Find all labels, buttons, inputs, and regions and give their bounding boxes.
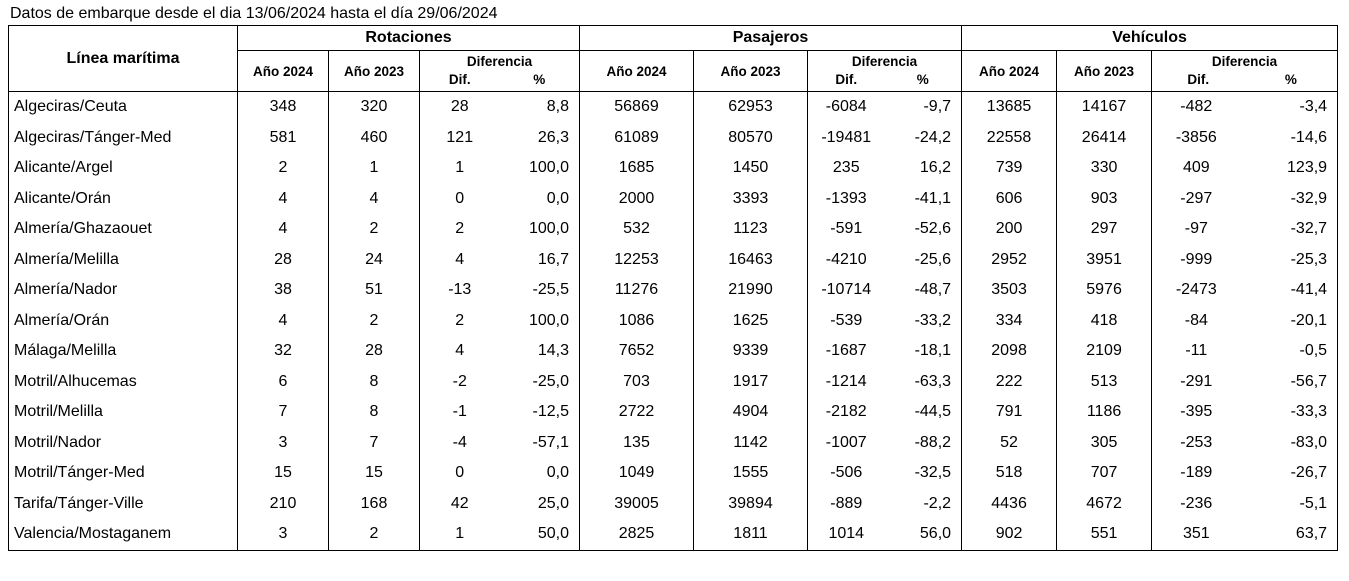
cell-veh-pct: 63,7 bbox=[1295, 525, 1328, 543]
cell-veh-dif: -3856 bbox=[1152, 123, 1241, 154]
cell-pas-2024: 61089 bbox=[580, 123, 694, 154]
cell-pas-2024: 39005 bbox=[580, 489, 694, 520]
cell-veh-2024: 4436 bbox=[962, 489, 1057, 520]
cell-rot-2024: 15 bbox=[238, 458, 329, 489]
header-rot-diff-abs: Dif. bbox=[448, 72, 471, 87]
cell-pas-2023: 4904 bbox=[694, 397, 808, 428]
cell-rot-2023: 168 bbox=[329, 489, 420, 520]
cell-rot-pct: 0,0 bbox=[546, 464, 569, 482]
cell-veh-2023: 2109 bbox=[1057, 336, 1152, 367]
cell-line-name: Motril/Alhucemas bbox=[14, 372, 137, 390]
cell-veh-2024: 2952 bbox=[962, 245, 1057, 276]
cell-veh-pct: -26,7 bbox=[1290, 464, 1328, 482]
table-row bbox=[9, 245, 1338, 276]
cell-rot-pct: 0,0 bbox=[546, 189, 569, 207]
header-rot-diff-pct: % bbox=[533, 72, 546, 87]
cell-pas-pct: 16,2 bbox=[919, 159, 952, 177]
cell-rot-dif: 2 bbox=[420, 214, 500, 245]
cell-rot-2023: 2 bbox=[329, 519, 420, 550]
cell-pas-pct: -52,6 bbox=[914, 220, 952, 238]
table-row bbox=[9, 367, 1338, 398]
cell-pas-pct: -63,3 bbox=[914, 372, 952, 390]
cell-pas-pct: -32,5 bbox=[914, 464, 952, 482]
cell-pas-pct: -41,1 bbox=[914, 189, 952, 207]
header-pas-diff-abs: Dif. bbox=[835, 72, 858, 87]
cell-pas-2023: 16463 bbox=[694, 245, 808, 276]
cell-pas-2024: 56869 bbox=[580, 92, 694, 123]
cell-veh-2024: 902 bbox=[962, 519, 1057, 550]
cell-pas-2024: 1685 bbox=[580, 153, 694, 184]
cell-veh-2023: 513 bbox=[1057, 367, 1152, 398]
cell-rot-dif: 0 bbox=[420, 184, 500, 215]
cell-rot-dif: 2 bbox=[420, 306, 500, 337]
cell-veh-2024: 3503 bbox=[962, 275, 1057, 306]
cell-rot-2023: 15 bbox=[329, 458, 420, 489]
cell-veh-2023: 551 bbox=[1057, 519, 1152, 550]
cell-veh-pct: -20,1 bbox=[1290, 311, 1328, 329]
cell-rot-2024: 7 bbox=[238, 397, 329, 428]
cell-rot-2023: 24 bbox=[329, 245, 420, 276]
header-rot-2024: Año 2024 bbox=[238, 51, 329, 92]
table-row bbox=[9, 214, 1338, 245]
cell-veh-dif: -84 bbox=[1152, 306, 1241, 337]
cell-veh-dif: -236 bbox=[1152, 489, 1241, 520]
header-group-pasajeros: Pasajeros bbox=[580, 26, 962, 51]
cell-veh-pct: -41,4 bbox=[1290, 281, 1328, 299]
cell-rot-2024: 32 bbox=[238, 336, 329, 367]
cell-rot-pct: 14,3 bbox=[537, 342, 569, 360]
table-row bbox=[9, 336, 1338, 367]
cell-veh-2023: 903 bbox=[1057, 184, 1152, 215]
cell-veh-2023: 707 bbox=[1057, 458, 1152, 489]
cell-line-name: Algeciras/Tánger-Med bbox=[14, 128, 172, 146]
table-row bbox=[9, 428, 1338, 459]
cell-veh-2023: 418 bbox=[1057, 306, 1152, 337]
cell-rot-pct: 26,3 bbox=[537, 128, 569, 146]
cell-line-name: Alicante/Argel bbox=[14, 159, 113, 177]
cell-line-name: Motril/Melilla bbox=[14, 403, 103, 421]
header-veh-diff-title: Diferencia bbox=[1211, 54, 1278, 69]
cell-rot-2024: 4 bbox=[238, 306, 329, 337]
cell-pas-2023: 80570 bbox=[694, 123, 808, 154]
cell-line-name: Almería/Orán bbox=[14, 311, 110, 329]
header-rot-diff-title: Diferencia bbox=[466, 54, 533, 69]
table-row bbox=[9, 458, 1338, 489]
header-veh-2024: Año 2024 bbox=[962, 51, 1057, 92]
cell-pas-2024: 7652 bbox=[580, 336, 694, 367]
cell-veh-dif: -11 bbox=[1152, 336, 1241, 367]
cell-pas-dif: -2182 bbox=[808, 397, 885, 428]
cell-rot-2024: 4 bbox=[238, 184, 329, 215]
cell-line-name: Algeciras/Ceuta bbox=[14, 98, 127, 116]
cell-pas-2023: 1123 bbox=[694, 214, 808, 245]
cell-pas-pct: -9,7 bbox=[923, 98, 952, 116]
cell-veh-dif: -999 bbox=[1152, 245, 1241, 276]
cell-pas-2024: 2825 bbox=[580, 519, 694, 550]
cell-line-name: Almería/Ghazaouet bbox=[14, 220, 152, 238]
cell-veh-dif: -482 bbox=[1152, 92, 1241, 123]
shipping-data-table bbox=[8, 25, 1338, 551]
cell-pas-2024: 1086 bbox=[580, 306, 694, 337]
cell-veh-dif: -291 bbox=[1152, 367, 1241, 398]
cell-line-name: Málaga/Melilla bbox=[14, 342, 117, 360]
cell-veh-2023: 305 bbox=[1057, 428, 1152, 459]
cell-pas-2023: 9339 bbox=[694, 336, 808, 367]
table-row bbox=[9, 275, 1338, 306]
cell-rot-pct: -25,5 bbox=[532, 281, 569, 299]
cell-pas-pct: -33,2 bbox=[914, 311, 952, 329]
table-body bbox=[9, 92, 1338, 551]
cell-rot-2023: 4 bbox=[329, 184, 420, 215]
cell-pas-2024: 11276 bbox=[580, 275, 694, 306]
cell-veh-2024: 791 bbox=[962, 397, 1057, 428]
cell-rot-dif: 121 bbox=[420, 123, 500, 154]
header-pas-diff bbox=[808, 51, 962, 92]
cell-pas-dif: -506 bbox=[808, 458, 885, 489]
cell-rot-dif: 4 bbox=[420, 336, 500, 367]
cell-rot-dif: -4 bbox=[420, 428, 500, 459]
header-veh-2023: Año 2023 bbox=[1057, 51, 1152, 92]
header-pas-diff-title: Diferencia bbox=[851, 54, 918, 69]
cell-pas-2023: 1450 bbox=[694, 153, 808, 184]
cell-veh-dif: -97 bbox=[1152, 214, 1241, 245]
cell-veh-2023: 5976 bbox=[1057, 275, 1152, 306]
cell-rot-dif: 4 bbox=[420, 245, 500, 276]
cell-pas-2023: 39894 bbox=[694, 489, 808, 520]
cell-line-name: Almería/Nador bbox=[14, 281, 118, 299]
header-veh-diff bbox=[1152, 51, 1338, 92]
cell-rot-2023: 1 bbox=[329, 153, 420, 184]
cell-veh-2023: 297 bbox=[1057, 214, 1152, 245]
cell-pas-dif: -1007 bbox=[808, 428, 885, 459]
cell-veh-2024: 13685 bbox=[962, 92, 1057, 123]
table-row bbox=[9, 184, 1338, 215]
cell-pas-pct: 56,0 bbox=[919, 525, 952, 543]
cell-rot-2024: 3 bbox=[238, 428, 329, 459]
cell-veh-2023: 3951 bbox=[1057, 245, 1152, 276]
cell-rot-2023: 2 bbox=[329, 214, 420, 245]
header-line bbox=[9, 26, 238, 92]
cell-pas-pct: -88,2 bbox=[914, 433, 952, 451]
cell-rot-pct: 100,0 bbox=[528, 311, 569, 329]
cell-pas-dif: -539 bbox=[808, 306, 885, 337]
cell-rot-pct: 100,0 bbox=[528, 220, 569, 238]
cell-pas-dif: -1687 bbox=[808, 336, 885, 367]
cell-veh-dif: 409 bbox=[1152, 153, 1241, 184]
cell-rot-pct: 8,8 bbox=[546, 98, 569, 116]
cell-pas-dif: -4210 bbox=[808, 245, 885, 276]
cell-veh-2024: 334 bbox=[962, 306, 1057, 337]
cell-pas-dif: -10714 bbox=[808, 275, 885, 306]
cell-rot-2023: 51 bbox=[329, 275, 420, 306]
cell-rot-2024: 210 bbox=[238, 489, 329, 520]
header-pas-2024: Año 2024 bbox=[580, 51, 694, 92]
cell-veh-pct: -56,7 bbox=[1290, 372, 1328, 390]
header-group-rotaciones: Rotaciones bbox=[238, 26, 580, 51]
cell-rot-2023: 8 bbox=[329, 367, 420, 398]
cell-rot-2024: 581 bbox=[238, 123, 329, 154]
cell-rot-2023: 8 bbox=[329, 397, 420, 428]
cell-veh-pct: -0,5 bbox=[1299, 342, 1328, 360]
cell-rot-2024: 38 bbox=[238, 275, 329, 306]
cell-veh-2024: 52 bbox=[962, 428, 1057, 459]
table-row bbox=[9, 397, 1338, 428]
table-row bbox=[9, 123, 1338, 154]
cell-veh-2023: 330 bbox=[1057, 153, 1152, 184]
cell-veh-2024: 739 bbox=[962, 153, 1057, 184]
cell-rot-2024: 28 bbox=[238, 245, 329, 276]
header-group-vehiculos: Vehículos bbox=[962, 26, 1338, 51]
cell-rot-dif: 1 bbox=[420, 153, 500, 184]
cell-rot-dif: 42 bbox=[420, 489, 500, 520]
cell-pas-2023: 21990 bbox=[694, 275, 808, 306]
cell-veh-2024: 2098 bbox=[962, 336, 1057, 367]
cell-veh-pct: -3,4 bbox=[1299, 98, 1328, 116]
cell-rot-dif: -13 bbox=[420, 275, 500, 306]
cell-rot-2023: 460 bbox=[329, 123, 420, 154]
cell-veh-2024: 200 bbox=[962, 214, 1057, 245]
header-line-label: Línea marítima bbox=[66, 49, 180, 67]
cell-veh-2024: 222 bbox=[962, 367, 1057, 398]
table-row bbox=[9, 92, 1338, 123]
cell-veh-2023: 14167 bbox=[1057, 92, 1152, 123]
cell-pas-2023: 1811 bbox=[694, 519, 808, 550]
header-veh-diff-abs: Dif. bbox=[1187, 72, 1210, 87]
cell-pas-pct: -44,5 bbox=[914, 403, 952, 421]
cell-pas-pct: -2,2 bbox=[923, 494, 952, 512]
cell-line-name: Motril/Nador bbox=[14, 433, 102, 451]
table-row bbox=[9, 489, 1338, 520]
cell-rot-dif: -1 bbox=[420, 397, 500, 428]
cell-pas-2023: 1917 bbox=[694, 367, 808, 398]
cell-pas-dif: -19481 bbox=[808, 123, 885, 154]
cell-rot-2023: 28 bbox=[329, 336, 420, 367]
cell-pas-pct: -25,6 bbox=[914, 250, 952, 268]
cell-veh-2024: 518 bbox=[962, 458, 1057, 489]
cell-rot-dif: 0 bbox=[420, 458, 500, 489]
cell-pas-2024: 703 bbox=[580, 367, 694, 398]
table-row bbox=[9, 519, 1338, 550]
cell-veh-dif: -253 bbox=[1152, 428, 1241, 459]
cell-line-name: Tarifa/Tánger-Ville bbox=[14, 494, 144, 512]
cell-rot-dif: 28 bbox=[420, 92, 500, 123]
cell-veh-pct: -33,3 bbox=[1290, 403, 1328, 421]
cell-rot-pct: 50,0 bbox=[537, 525, 569, 543]
cell-veh-pct: -32,7 bbox=[1290, 220, 1328, 238]
cell-veh-2024: 606 bbox=[962, 184, 1057, 215]
table-caption: Datos de embarque desde el dia 13/06/2024 hasta el día 29/06/2024 bbox=[10, 5, 498, 22]
cell-pas-2024: 2722 bbox=[580, 397, 694, 428]
cell-veh-pct: -5,1 bbox=[1299, 494, 1328, 512]
cell-pas-dif: -1214 bbox=[808, 367, 885, 398]
cell-rot-2024: 2 bbox=[238, 153, 329, 184]
cell-line-name: Valencia/Mostaganem bbox=[14, 525, 172, 543]
cell-rot-pct: 25,0 bbox=[537, 494, 569, 512]
cell-line-name: Alicante/Orán bbox=[14, 189, 111, 207]
cell-pas-2024: 135 bbox=[580, 428, 694, 459]
cell-veh-dif: 351 bbox=[1152, 519, 1241, 550]
cell-rot-2024: 6 bbox=[238, 367, 329, 398]
cell-veh-dif: -395 bbox=[1152, 397, 1241, 428]
cell-pas-dif: -889 bbox=[808, 489, 885, 520]
cell-veh-dif: -297 bbox=[1152, 184, 1241, 215]
table-row bbox=[9, 306, 1338, 337]
cell-rot-pct: 16,7 bbox=[537, 250, 569, 268]
cell-rot-2024: 4 bbox=[238, 214, 329, 245]
cell-pas-2023: 62953 bbox=[694, 92, 808, 123]
cell-pas-2024: 2000 bbox=[580, 184, 694, 215]
cell-pas-dif: -6084 bbox=[808, 92, 885, 123]
cell-line-name: Motril/Tánger-Med bbox=[14, 464, 145, 482]
cell-pas-dif: 235 bbox=[808, 153, 885, 184]
cell-pas-2023: 1555 bbox=[694, 458, 808, 489]
header-veh-diff-pct: % bbox=[1284, 72, 1297, 87]
cell-veh-dif: -2473 bbox=[1152, 275, 1241, 306]
cell-rot-pct: -25,0 bbox=[532, 372, 569, 390]
table-row bbox=[9, 153, 1338, 184]
cell-pas-2023: 1142 bbox=[694, 428, 808, 459]
cell-veh-pct: -83,0 bbox=[1290, 433, 1328, 451]
cell-veh-pct: 123,9 bbox=[1287, 159, 1328, 177]
cell-rot-pct: -12,5 bbox=[532, 403, 569, 421]
cell-pas-pct: -48,7 bbox=[914, 281, 952, 299]
cell-rot-dif: 1 bbox=[420, 519, 500, 550]
cell-pas-pct: -18,1 bbox=[914, 342, 952, 360]
cell-rot-2024: 3 bbox=[238, 519, 329, 550]
cell-veh-pct: -14,6 bbox=[1290, 128, 1328, 146]
cell-pas-2023: 3393 bbox=[694, 184, 808, 215]
header-rot-diff bbox=[420, 51, 580, 92]
cell-rot-pct: 100,0 bbox=[528, 159, 569, 177]
cell-veh-pct: -32,9 bbox=[1290, 189, 1328, 207]
cell-pas-dif: 1014 bbox=[808, 519, 885, 550]
cell-rot-pct: -57,1 bbox=[532, 433, 569, 451]
cell-pas-dif: -1393 bbox=[808, 184, 885, 215]
cell-pas-dif: -591 bbox=[808, 214, 885, 245]
cell-line-name: Almería/Melilla bbox=[14, 250, 119, 268]
header-pas-2023: Año 2023 bbox=[694, 51, 808, 92]
cell-veh-2023: 1186 bbox=[1057, 397, 1152, 428]
cell-veh-2023: 4672 bbox=[1057, 489, 1152, 520]
cell-rot-2023: 320 bbox=[329, 92, 420, 123]
cell-veh-dif: -189 bbox=[1152, 458, 1241, 489]
cell-pas-2023: 1625 bbox=[694, 306, 808, 337]
cell-veh-pct: -25,3 bbox=[1290, 250, 1328, 268]
cell-veh-2024: 22558 bbox=[962, 123, 1057, 154]
cell-pas-2024: 532 bbox=[580, 214, 694, 245]
cell-veh-2023: 26414 bbox=[1057, 123, 1152, 154]
cell-rot-2023: 2 bbox=[329, 306, 420, 337]
cell-rot-2023: 7 bbox=[329, 428, 420, 459]
header-pas-diff-pct: % bbox=[916, 72, 929, 87]
cell-rot-2024: 348 bbox=[238, 92, 329, 123]
cell-pas-pct: -24,2 bbox=[914, 128, 952, 146]
cell-pas-2024: 1049 bbox=[580, 458, 694, 489]
cell-rot-dif: -2 bbox=[420, 367, 500, 398]
cell-pas-2024: 12253 bbox=[580, 245, 694, 276]
header-rot-2023: Año 2023 bbox=[329, 51, 420, 92]
